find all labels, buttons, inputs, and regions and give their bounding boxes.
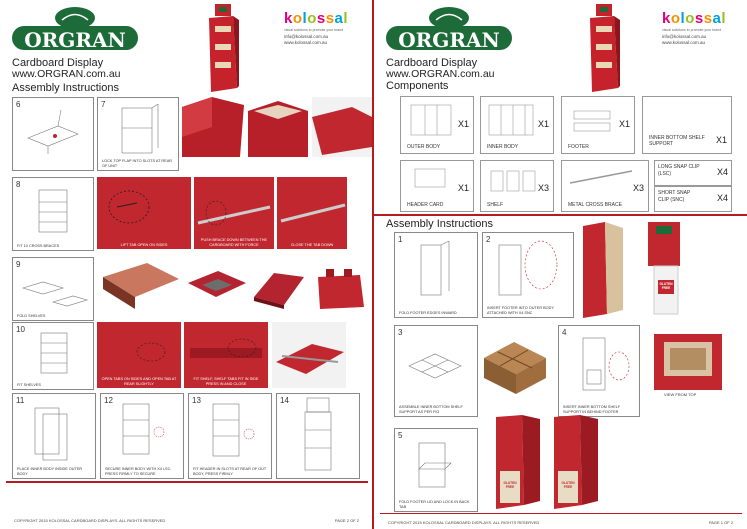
step-number: 11	[16, 396, 25, 405]
product-label: GLUTEN FREE	[561, 481, 575, 489]
component-inner-body	[480, 96, 554, 154]
page-left	[0, 0, 373, 529]
step-3-box	[394, 325, 478, 417]
photo-flap-1	[182, 97, 244, 157]
kolossal-email: info@kolossal.com.au	[662, 34, 707, 39]
component-qty: X1	[537, 119, 549, 129]
component-qty: X1	[457, 183, 469, 193]
photo-caption: LIFT TAB OPEN ON SIDES	[120, 242, 168, 247]
kolossal-web: www.kolossal.com.au	[662, 40, 706, 45]
step-caption: INSERT INNER BOTTOM SHELF SUPPORT IN BEHIND FOOTER	[563, 405, 621, 414]
component-header-card	[400, 160, 474, 212]
step-number: 6	[16, 100, 21, 109]
page-number: PAGE 2 OF 2	[334, 518, 359, 523]
component-label: LONG SNAP CLIP (LSC)	[658, 164, 700, 177]
photo-caption: PUSH BRACE DOWN BETWEEN THE CARDBOARD WITH FORCE	[200, 238, 268, 247]
component-label: SHORT SNAP CLIP (SNC)	[658, 190, 691, 203]
component-label: FOOTER	[568, 144, 589, 150]
photo-flap-2	[248, 97, 308, 157]
kolossal-logo: kolossal	[284, 10, 349, 27]
components-heading: Components	[386, 80, 449, 92]
step-number: 14	[280, 396, 289, 405]
component-qty: X4	[716, 167, 728, 177]
website-url: www.ORGRAN.com.au	[386, 68, 495, 80]
display-stand-image	[586, 4, 622, 94]
orgran-wordmark: ORGRAN	[398, 28, 500, 52]
step-number: 5	[398, 431, 403, 440]
product-label: GLUTEN FREE	[659, 282, 673, 290]
step-12-box	[100, 393, 184, 479]
section-divider	[374, 214, 747, 216]
kolossal-block	[662, 10, 727, 46]
copyright: COPYRIGHT 2015 KOLOSSAL CARDBOARD DISPLAYS. ALL RIGHTS RESERVED	[388, 520, 540, 525]
component-label: INNER BODY	[487, 144, 519, 150]
step-5-box	[394, 428, 478, 512]
page-right	[374, 0, 747, 529]
kolossal-block	[284, 10, 349, 46]
photo-fit-shelf	[184, 322, 268, 388]
photo-shelf-4	[310, 257, 372, 317]
component-qty: X3	[632, 183, 644, 193]
photo-shelf-2	[184, 257, 248, 317]
step-11-box	[12, 393, 96, 479]
step-number: 10	[16, 325, 25, 334]
section-heading: Assembly Instructions	[12, 82, 119, 94]
step-8-box	[12, 177, 94, 251]
footer-divider	[380, 513, 742, 514]
kolossal-tagline: visual solutions to promote your brand	[662, 28, 722, 32]
page-title: Cardboard Display	[12, 57, 104, 69]
step-caption: INSERT FOOTER INTO OUTER BODY ATTACHED WITH X4 SNC	[487, 306, 554, 315]
photo-view-from-top	[654, 334, 722, 390]
component-qty: X1	[618, 119, 630, 129]
photo-footer-closed-2	[550, 415, 602, 511]
step-caption: FIT 10 CROSS BRACES	[17, 243, 60, 248]
photo-close-tab	[277, 177, 347, 249]
copyright: COPYRIGHT 2015 KOLOSSAL CARDBOARD DISPLAYS. ALL RIGHTS RESERVED	[14, 518, 166, 523]
component-qty: X1	[457, 119, 469, 129]
kolossal-logo: kolossal	[662, 10, 727, 27]
component-shelf	[480, 160, 554, 212]
footer-divider	[6, 481, 368, 483]
step-number: 7	[101, 100, 106, 109]
step-caption: LOCK TOP FLAP INTO SLOTS AT REAR OF UNIT	[102, 159, 172, 168]
step-caption: FOLD FOOTER EDGES INWARD	[399, 310, 457, 315]
kolossal-email: info@kolossal.com.au	[284, 34, 329, 39]
step-2-box	[482, 232, 574, 318]
step-6-box	[12, 97, 94, 171]
photo-footer-closed-1	[492, 415, 544, 511]
component-long-snap-clip	[654, 160, 732, 186]
photo-caption: CLOSE THE TAB DOWN	[290, 242, 334, 247]
step-13-box	[188, 393, 272, 479]
section-heading: Assembly Instructions	[386, 218, 493, 230]
photo-caption: FIT SHELF, SHELF TABS FIT IN SIDE PRESS IN AND CLOSE	[193, 377, 259, 386]
step-caption: FOLD SHELVES	[17, 313, 46, 318]
photo-shelf-1	[97, 257, 183, 317]
step-number: 9	[16, 260, 21, 269]
photo-caption: OPEN TABS ON SIDES AND OPEN TAB AT REAR SLIGHTLY	[101, 377, 177, 386]
kolossal-web: www.kolossal.com.au	[284, 40, 328, 45]
component-qty: X1	[715, 135, 727, 145]
step-9-box	[12, 257, 94, 321]
step-14-box	[276, 393, 360, 479]
component-qty: X3	[537, 183, 549, 193]
orgran-wordmark: ORGRAN	[24, 28, 126, 52]
step-caption: FOLD FOOTER LID AND LOCK IN BACK TAB	[399, 500, 470, 509]
step-number: 3	[398, 328, 403, 337]
page-title: Cardboard Display	[386, 57, 478, 69]
step-number: 12	[104, 396, 113, 405]
photo-display-front	[634, 222, 694, 318]
step-number: 2	[486, 235, 491, 244]
step-number: 13	[192, 396, 201, 405]
component-qty: X4	[716, 193, 728, 203]
component-label: SHELF	[487, 202, 504, 208]
component-label: OUTER BODY	[407, 144, 441, 150]
photo-shelf-3	[250, 257, 308, 317]
photo-push-brace	[194, 177, 274, 249]
photo-lift-tab	[97, 177, 191, 249]
step-number: 4	[562, 328, 567, 337]
component-label: INNER BOTTOM SHELF SUPPORT	[649, 135, 705, 147]
component-short-snap-clip	[654, 186, 732, 212]
step-caption: ASSEMBLE INNER BOTTOM SHELF SUPPORT AS PER FIG	[399, 405, 463, 414]
step-number: 8	[16, 180, 21, 189]
component-inner-bottom-shelf-support	[642, 96, 732, 154]
step-number: 1	[398, 235, 403, 244]
step-7-box	[97, 97, 179, 171]
step-caption: SECURE INNER BODY WITH X4 LSC, PRESS FIRMLY TO SECURE	[105, 467, 172, 476]
step-caption: PLACE INNER BODY INSIDE OUTER BODY	[17, 467, 83, 476]
photo-shelf-support	[480, 328, 550, 398]
photo-flap-3	[312, 97, 372, 157]
product-label: GLUTEN FREE	[503, 481, 517, 489]
view-from-top-label: VIEW FROM TOP	[664, 392, 697, 397]
component-label: METAL CROSS BRACE	[568, 202, 622, 208]
step-1-box	[394, 232, 478, 318]
kolossal-tagline: visual solutions to promote your brand	[284, 28, 344, 32]
step-4-box	[558, 325, 640, 417]
step-caption: FIT HEADER IN SLOTS AT REAR OF OUT BODY, PRESS FIRMLY	[193, 467, 267, 476]
page-number: PAGE 1 OF 2	[708, 520, 733, 525]
display-stand-image	[205, 4, 241, 94]
component-outer-body	[400, 96, 474, 154]
component-metal-cross-brace	[561, 160, 649, 212]
photo-fit-shelf-2	[272, 322, 346, 388]
photo-open-tabs	[97, 322, 181, 388]
component-footer	[561, 96, 635, 154]
step-caption: FIT SHELVES	[17, 382, 41, 387]
website-url: www.ORGRAN.com.au	[12, 68, 121, 80]
photo-open-display	[579, 222, 627, 318]
component-label: HEADER CARD	[407, 202, 444, 208]
step-10-box	[12, 322, 94, 390]
